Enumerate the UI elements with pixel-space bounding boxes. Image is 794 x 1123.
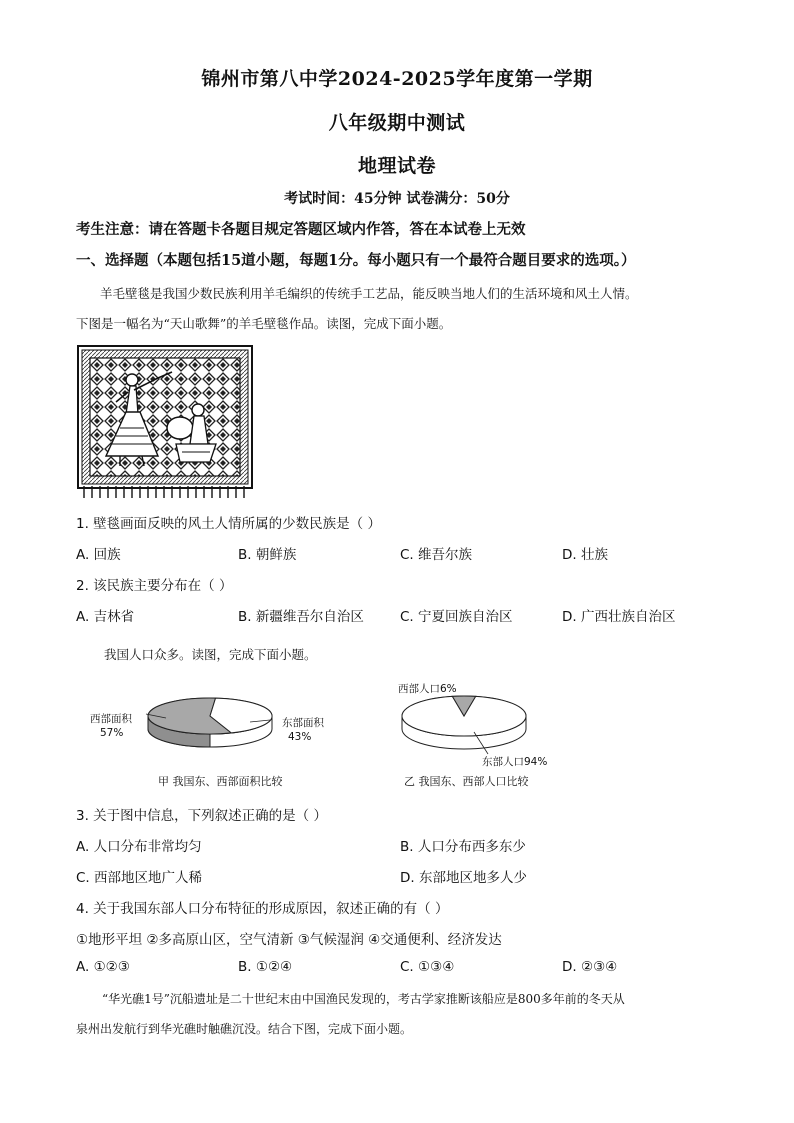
tapestry-image xyxy=(76,344,254,502)
q2-option-a[interactable]: A. 吉林省 xyxy=(76,609,135,625)
passage3-line1: “华光礁1号”沉船遗址是二十世纪末由中国渔民发现的，考古学家推断该船应是800多年前的冬天从 xyxy=(102,992,625,1006)
q2-option-d[interactable]: D. 广西壮族自治区 xyxy=(562,609,676,625)
school-title: 锦州市第八中学2024-2025学年度第一学期 xyxy=(201,68,593,90)
caption-pop-chart: 乙 我国东、西部人口比较 xyxy=(404,775,529,788)
passage1-line2: 下图是一幅名为“天山歌舞”的羊毛壁毯作品。读图，完成下面小题。 xyxy=(76,316,452,331)
q4-stem: 4. 关于我国东部人口分布特征的形成原因，叙述正确的有（ ） xyxy=(76,901,449,917)
q3-option-a[interactable]: A. 人口分布非常均匀 xyxy=(76,839,202,855)
q1-option-d[interactable]: D. 壮族 xyxy=(562,547,608,563)
q1-stem: 1. 壁毯画面反映的风土人情所属的少数民族是（ ） xyxy=(76,516,381,532)
label-east-pop: 东部人口94% xyxy=(482,756,548,768)
q4-choices-line: ①地形平坦 ②多高原山区，空气清新 ③气候湿润 ④交通便利、经济发达 xyxy=(76,932,502,948)
passage2: 我国人口众多。读图，完成下面小题。 xyxy=(104,647,317,662)
passage3-line2: 泉州出发航行到华光礁时触礁沉没。结合下图，完成下面小题。 xyxy=(76,1022,413,1036)
q4-option-b[interactable]: B. ①②④ xyxy=(238,959,293,975)
passage1-line1: 羊毛壁毯是我国少数民族利用羊毛编织的传统手工艺品，能反映当地人们的生活环境和风土人情。 xyxy=(100,286,638,301)
q1-option-b[interactable]: B. 朝鲜族 xyxy=(238,547,297,563)
label-west-area: 西部面积 xyxy=(90,713,132,725)
q3-stem: 3. 关于图中信息，下列叙述正确的是（ ） xyxy=(76,808,327,824)
q2-option-b[interactable]: B. 新疆维吾尔自治区 xyxy=(238,609,364,625)
q3-option-c[interactable]: C. 西部地区地广人稀 xyxy=(76,870,203,886)
notice: 考生注意：请在答题卡各题目规定答题区域内作答，答在本试卷上无效 xyxy=(76,221,526,238)
pie-area-leaders xyxy=(118,700,308,730)
q3-option-d[interactable]: D. 东部地区地多人少 xyxy=(400,870,527,886)
q2-option-c[interactable]: C. 宁夏回族自治区 xyxy=(400,609,513,625)
q4-option-c[interactable]: C. ①③④ xyxy=(400,959,455,975)
q3-option-b[interactable]: B. 人口分布西多东少 xyxy=(400,839,526,855)
q1-option-c[interactable]: C. 维吾尔族 xyxy=(400,547,473,563)
grade-title: 八年级期中测试 xyxy=(328,112,466,134)
label-east-area-value: 43% xyxy=(288,731,312,743)
section1-heading: 一、选择题（本题包括15道小题，每题1分。每小题只有一个最符合题目要求的选项。） xyxy=(76,252,636,269)
caption-area-chart: 甲 我国东、西部面积比较 xyxy=(158,775,283,788)
label-west-pop: 西部人口6% xyxy=(398,683,457,695)
q2-stem: 2. 该民族主要分布在（ ） xyxy=(76,578,233,594)
q4-option-d[interactable]: D. ②③④ xyxy=(562,959,618,975)
label-west-area-value: 57% xyxy=(100,727,124,739)
subject-title: 地理试卷 xyxy=(357,155,436,177)
q4-option-a[interactable]: A. ①②③ xyxy=(76,959,130,975)
label-east-area: 东部面积 xyxy=(282,717,324,729)
exam-info: 考试时间：45分钟 试卷满分：50分 xyxy=(284,191,510,207)
q1-option-a[interactable]: A. 回族 xyxy=(76,547,121,563)
